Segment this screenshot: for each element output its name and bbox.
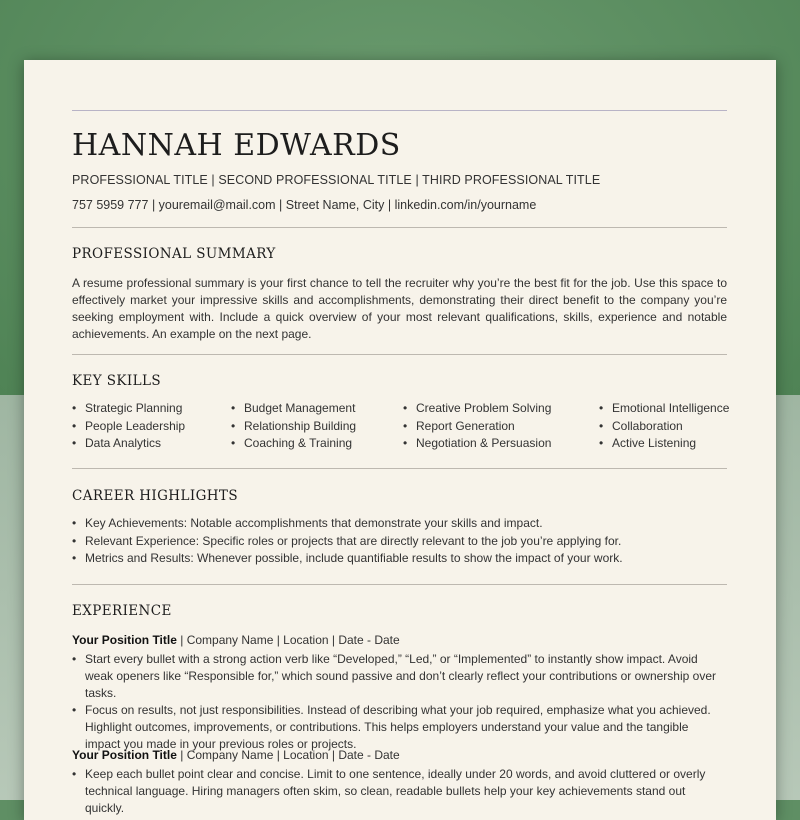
job-details: | Company Name | Location | Date - Date [176,748,400,762]
skill-item: • Coaching & Training [231,435,356,453]
highlight-item: • Relevant Experience: Specific roles or projects that are directly relevant to the job you’re applying for. [72,533,727,551]
divider [72,354,727,355]
job-position: Your Position Title [72,633,177,647]
skills-grid [72,400,732,460]
contact-info: 757 5959 777 | youremail@mail.com | Street Name, City | linkedin.com/in/yourname [72,198,537,212]
candidate-name: HANNAH EDWARDS [72,128,401,163]
skills-heading: KEY SKILLS [72,373,161,389]
professional-titles: PROFESSIONAL TITLE | SECOND PROFESSIONAL TITLE | THIRD PROFESSIONAL TITLE [72,173,601,187]
summary-text: A resume professional summary is your first chance to tell the recruiter why you’re the best fit for the job. Use this space to effectively market your impressive skills and accomplishments, demonstrating their direct benefit to the company you’re seeking employment with. Include a quick overview of your most relevant qualifications, skills, experience and notable achievements. An example on the next page. [72,276,727,341]
skill-item: • Relationship Building [231,418,356,436]
skills-column [231,400,356,453]
job-header [72,748,400,762]
highlights-heading: CAREER HIGHLIGHTS [72,488,238,504]
skill-item: • Budget Management [231,400,356,418]
skill-item: • Data Analytics [72,435,185,453]
skill-item: • Strategic Planning [72,400,185,418]
highlights-list [72,515,727,568]
skill-item: • Active Listening [599,435,729,453]
job-bullets [72,766,727,817]
skill-item: • Negotiation & Persuasion [403,435,551,453]
job-bullet: • Keep each bullet point clear and concise. Limit to one sentence, ideally under 20 words, and avoid cluttered or overly technical language. Hiring managers often skim, so clean, readable bullets help your key achievements stand out quickly. [72,766,727,817]
skills-column [72,400,185,453]
highlight-item: • Key Achievements: Notable accomplishments that demonstrate your skills and impact. [72,515,727,533]
skill-item: • Report Generation [403,418,551,436]
job-header [72,633,400,647]
skills-column [403,400,551,453]
job-details: | Company Name | Location | Date - Date [176,633,400,647]
skill-item: • Collaboration [599,418,729,436]
divider [72,468,727,469]
skill-item: • Creative Problem Solving [403,400,551,418]
top-divider [72,110,727,111]
job-bullet: • Start every bullet with a strong action verb like “Developed,” “Led,” or “Implemented” to instantly show impact. Avoid weak openers like “Responsible for,” which sound passive and don’t clearly reflect your contributions or ownership over tasks. [72,651,727,702]
summary-heading: PROFESSIONAL SUMMARY [72,246,276,262]
job-position: Your Position Title [72,748,177,762]
divider [72,584,727,585]
resume-page [24,60,776,820]
job-bullets [72,651,727,753]
highlight-item: • Metrics and Results: Whenever possible, include quantifiable results to show the impact of your work. [72,550,727,568]
skills-column [599,400,729,453]
skill-item: • People Leadership [72,418,185,436]
skill-item: • Emotional Intelligence [599,400,729,418]
experience-heading: EXPERIENCE [72,603,172,619]
job-bullet: • Focus on results, not just responsibilities. Instead of describing what your job required, emphasize what you achieved. Highlight outcomes, improvements, or contributions. This helps employers understand your value and the tangible impact you made in your previous roles or projects. [72,702,727,753]
divider [72,227,727,228]
